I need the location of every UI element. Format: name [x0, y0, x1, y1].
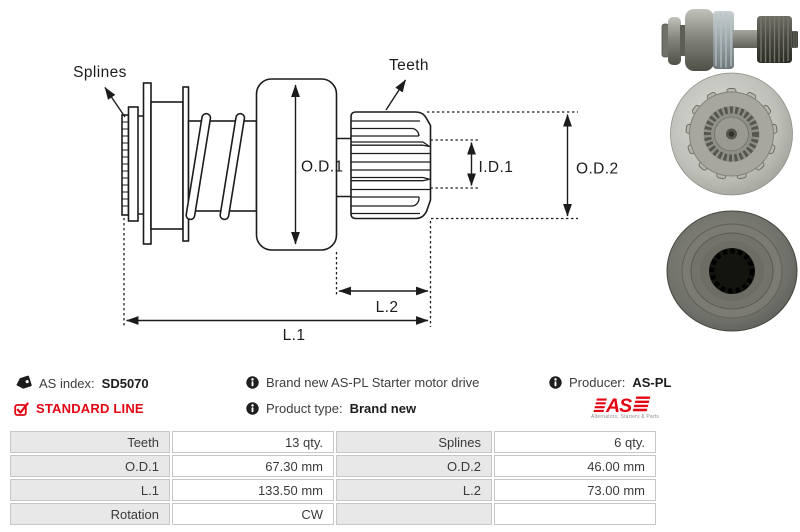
spec-label: O.D.1 — [10, 455, 170, 477]
spec-value: 13 qty. — [172, 431, 334, 453]
l2-label: L.2 — [375, 299, 399, 316]
spec-label: L.2 — [336, 479, 492, 501]
id1-label: I.D.1 — [478, 159, 514, 176]
spec-value: 67.30 mm — [172, 455, 334, 477]
description-line — [246, 375, 479, 390]
as-index-value: SD5070 — [101, 375, 149, 391]
checkbox-checked-icon — [14, 402, 29, 416]
standard-line-label: STANDARD LINE — [36, 401, 144, 416]
spec-label: Rotation — [10, 503, 170, 525]
spec-label: L.1 — [10, 479, 170, 501]
spec-value: 133.50 mm — [172, 479, 334, 501]
producer-label: Producer: — [569, 375, 626, 390]
teeth-label: Teeth — [389, 57, 429, 74]
producer-value: AS-PL — [632, 375, 672, 390]
tag-icon — [14, 375, 32, 391]
as-index-line — [14, 375, 149, 391]
splines-label: Splines — [73, 64, 127, 81]
table-row — [10, 455, 656, 477]
as-pl-logo — [591, 394, 663, 420]
logo-text: AS — [606, 395, 632, 417]
product-type-label: Product type: — [266, 401, 343, 416]
spec-value — [494, 503, 656, 525]
product-photo-front-view — [671, 73, 793, 195]
table-row — [10, 431, 656, 453]
spec-label: Splines — [336, 431, 492, 453]
spec-label: O.D.2 — [336, 455, 492, 477]
product-photo-back-view — [667, 211, 797, 331]
standard-line-badge — [14, 401, 144, 416]
spec-value: CW — [172, 503, 334, 525]
spec-label — [336, 503, 492, 525]
od1-label: O.D.1 — [301, 158, 344, 176]
as-index-label: AS index: — [39, 375, 95, 391]
info-icon — [246, 402, 259, 415]
product-photos — [650, 0, 800, 345]
spec-value: 73.00 mm — [494, 479, 656, 501]
info-icon — [246, 376, 259, 389]
l1-label: L.1 — [282, 327, 306, 344]
description-text: Brand new AS-PL Starter motor drive — [266, 375, 480, 390]
spec-value: 6 qty. — [494, 431, 656, 453]
logo-tagline: Alternators, Starters & Parts — [591, 414, 660, 420]
info-icon — [549, 376, 562, 389]
product-type-value: Brand new — [349, 401, 417, 416]
od2-label: O.D.2 — [576, 160, 619, 178]
product-photo-side-view — [662, 9, 798, 71]
spec-label: Teeth — [10, 431, 170, 453]
product-type-line — [246, 401, 416, 416]
spec-table — [8, 429, 658, 527]
table-row — [10, 479, 656, 501]
starter-drive-outline — [122, 79, 431, 250]
producer-line — [549, 375, 671, 390]
spec-value: 46.00 mm — [494, 455, 656, 477]
table-row — [10, 503, 656, 525]
